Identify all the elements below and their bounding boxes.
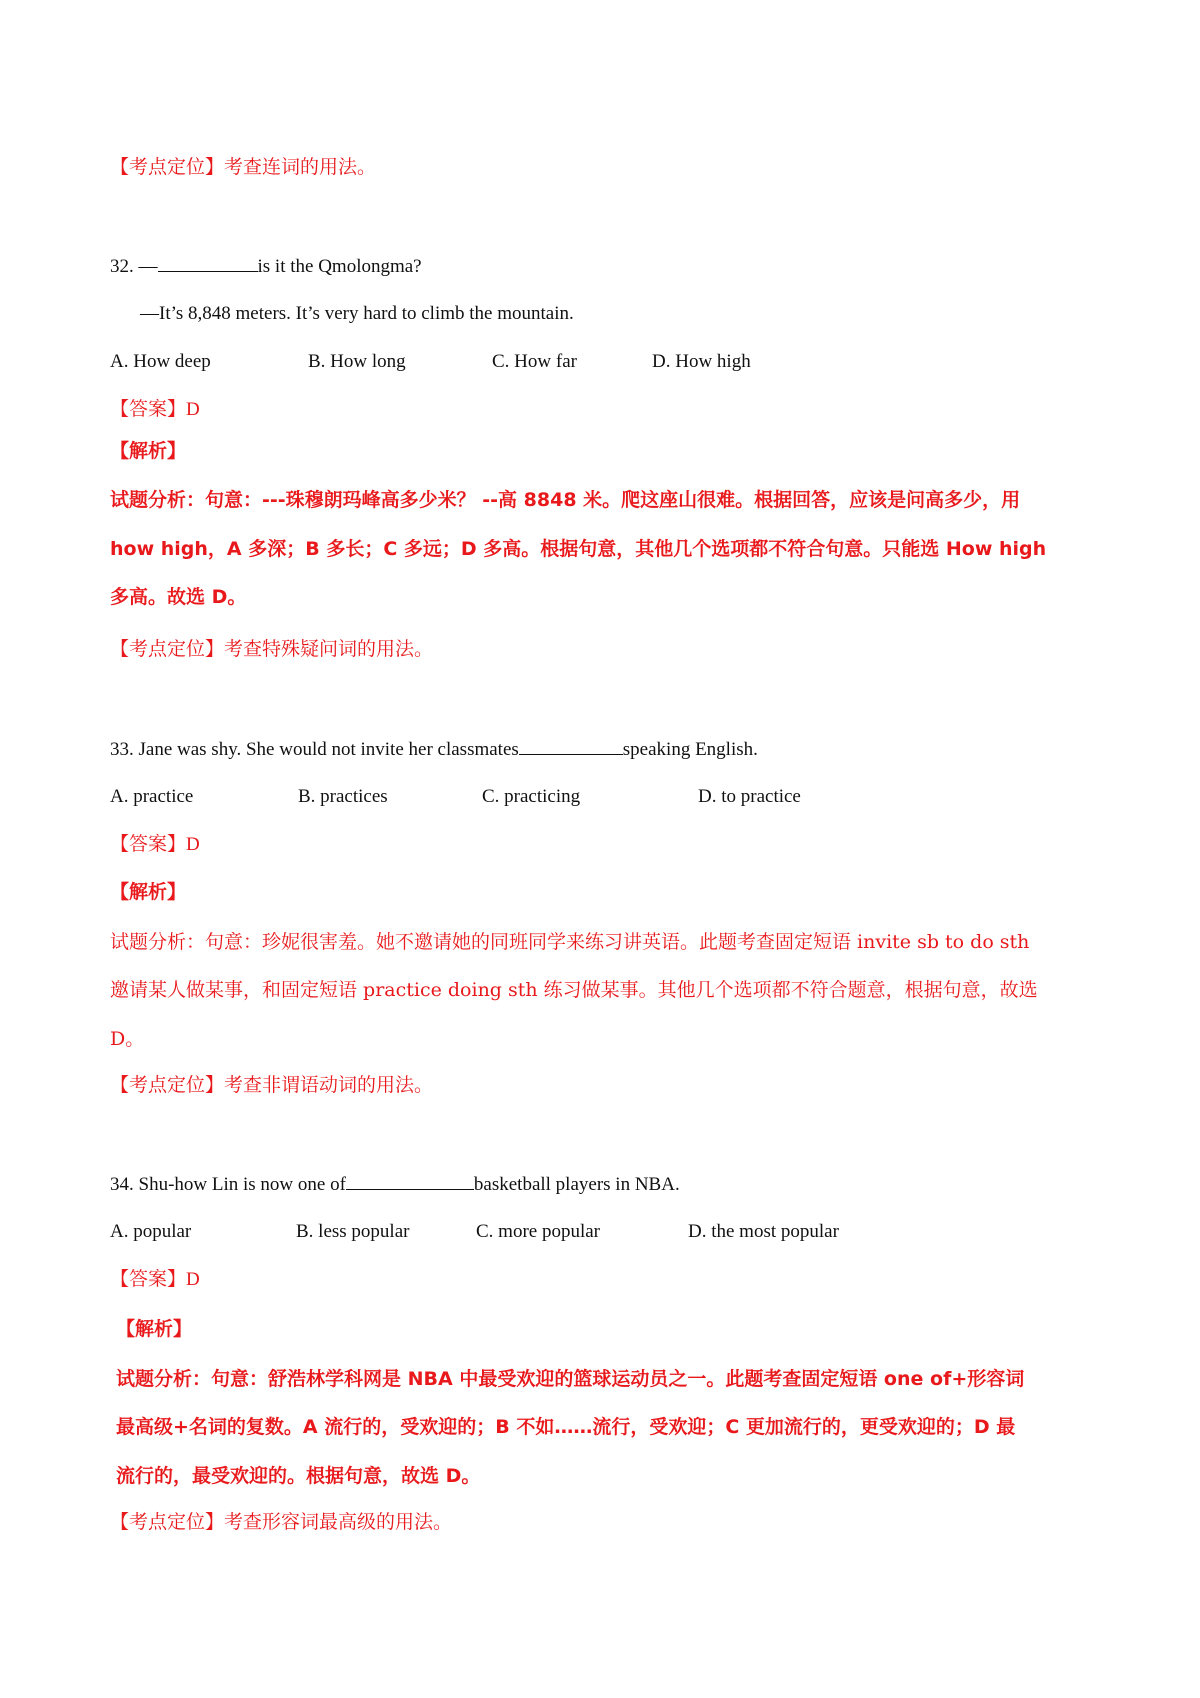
q33-stem: 33. Jane was shy. She would not invite her classmates speaking English.	[110, 736, 758, 763]
q33-analysis-line-3: D。	[110, 1028, 145, 1050]
q33-option-c: C. practicing	[482, 786, 581, 807]
q32-option-d: D. How high	[652, 351, 751, 372]
q32-blank	[158, 253, 258, 272]
q34-analysis-line-1: 试题分析：句意：舒浩林学科网是 NBA 中最受欢迎的篮球运动员之一。此题考查固定短语 one of+形容词	[116, 1368, 1025, 1390]
q32-analysis-line-3: 多高。故选 D。	[110, 586, 247, 608]
q34-option-d: D. the most popular	[688, 1221, 839, 1242]
top-point-note: 【考点定位】考查连词的用法。	[110, 157, 377, 178]
q33-option-a: A. practice	[110, 786, 194, 807]
q33-analysis-line-1: 试题分析：句意：珍妮很害羞。她不邀请她的同班同学来练习讲英语。此题考查固定短语 invite sb to do sth	[110, 931, 1030, 953]
q34-option-a: A. popular	[110, 1221, 192, 1242]
q33-analysis-title: 【解析】	[110, 882, 187, 903]
q34-analysis-line-3: 流行的，最受欢迎的。根据句意，故选 D。	[116, 1465, 481, 1487]
q32-option-b: B. How long	[308, 351, 406, 372]
q34-answer: 【答案】D	[110, 1269, 200, 1290]
q34-option-c: C. more popular	[476, 1221, 601, 1242]
q34-blank	[346, 1171, 474, 1190]
q33-blank	[519, 736, 623, 755]
q33-point: 【考点定位】考查非谓语动词的用法。	[110, 1075, 434, 1096]
q34-option-b: B. less popular	[296, 1221, 410, 1242]
q32-stem: 32. — is it the Qmolongma?	[110, 253, 422, 280]
q33-option-b: B. practices	[298, 786, 388, 807]
q34-point: 【考点定位】考查形容词最高级的用法。	[110, 1512, 453, 1533]
q32-analysis-line-1: 试题分析：句意：---珠穆朗玛峰高多少米？ --高 8848 米。爬这座山很难。根据回答，应该是问高多少，用	[110, 489, 1021, 511]
q32-option-a: A. How deep	[110, 351, 211, 372]
q32-analysis-line-2: how high，A 多深；B 多长；C 多远；D 多高。根据句意，其他几个选项都不符合句意。只能选 How high	[110, 538, 1047, 560]
q34-analysis-title: 【解析】	[116, 1319, 193, 1340]
q34-stem: 34. Shu-how Lin is now one of basketball players in NBA.	[110, 1171, 680, 1198]
q32-reply: —It’s 8,848 meters. It’s very hard to climb the mountain.	[140, 303, 574, 324]
q32-option-c: C. How far	[492, 351, 577, 372]
q32-point: 【考点定位】考查特殊疑问词的用法。	[110, 639, 434, 660]
q32-analysis-title: 【解析】	[110, 441, 187, 462]
q33-answer: 【答案】D	[110, 834, 200, 855]
q33-analysis-line-2: 邀请某人做某事，和固定短语 practice doing sth 练习做某事。其他几个选项都不符合题意，根据句意，故选	[110, 979, 1038, 1001]
q34-analysis-line-2: 最高级+名词的复数。A 流行的，受欢迎的；B 不如……流行，受欢迎；C 更加流行的，更受欢迎的；D 最	[116, 1416, 1016, 1438]
q33-option-d: D. to practice	[698, 786, 801, 807]
q32-answer: 【答案】D	[110, 399, 200, 420]
